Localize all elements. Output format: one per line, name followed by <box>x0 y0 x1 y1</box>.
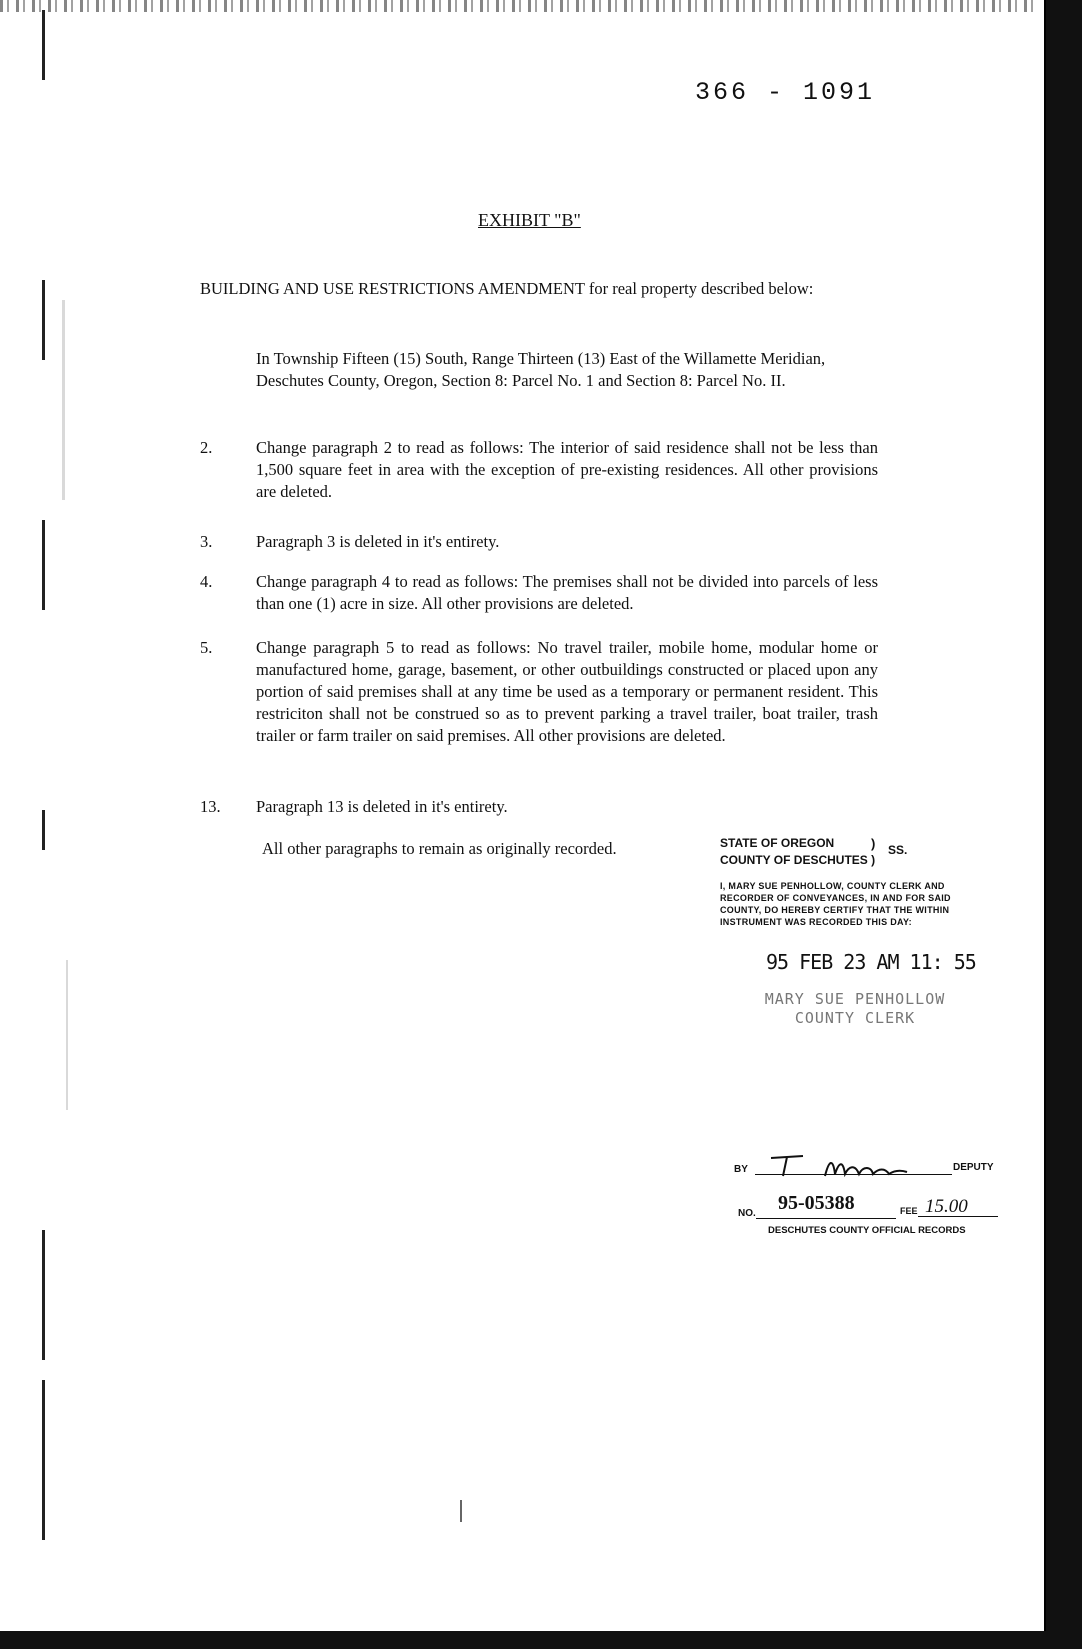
stamp-ss: SS. <box>888 843 908 857</box>
stamp-official-records: DESCHUTES COUNTY OFFICIAL RECORDS <box>768 1225 966 1236</box>
fee-value: 15.00 <box>925 1196 968 1217</box>
scan-mark-left <box>42 810 45 850</box>
deputy-signature <box>763 1152 953 1182</box>
paragraph-number: 13. <box>200 797 221 816</box>
record-number: 95-05388 <box>778 1192 855 1214</box>
intro-text: BUILDING AND USE RESTRICTIONS AMENDMENT for real property described below: <box>200 279 814 298</box>
stamp-deputy-label: DEPUTY <box>953 1162 994 1173</box>
scan-mark-left <box>42 520 45 610</box>
paragraph-text: Paragraph 3 is deleted in it's entirety. <box>256 532 500 551</box>
stamp-paren: ) <box>871 836 876 851</box>
scan-edge-bottom <box>0 1631 1046 1649</box>
scan-mark-left <box>42 1230 45 1360</box>
scan-edge-right <box>1046 0 1082 1649</box>
legal-description: In Township Fifteen (15) South, Range Thirteen (13) East of the Willamette Meridian, Deschutes County, Oregon, Section 8: Parcel No. 1 and Section 8: Parcel No. II. <box>256 349 826 390</box>
scan-mark-left <box>42 280 45 360</box>
stamp-clerk <box>760 990 950 1028</box>
paragraph-number: 3. <box>200 532 213 551</box>
paragraph-number: 2. <box>200 438 213 457</box>
paragraph-number: 5. <box>200 638 213 657</box>
paragraph-text: Change paragraph 2 to read as follows: The interior of said residence shall not be less than 1,500 square feet in area with the exception of pre-existing residences. All other provisions are deleted. <box>256 438 878 501</box>
scan-speck <box>66 960 68 1110</box>
clerk-name: MARY SUE PENHOLLOW <box>764 990 946 1008</box>
scan-speck <box>460 1500 462 1522</box>
scan-speck <box>62 300 65 500</box>
closing-text: All other paragraphs to remain as originally recorded. <box>262 839 617 858</box>
paragraph-number: 4. <box>200 572 213 591</box>
paragraph-5 <box>200 637 878 747</box>
paragraph-text: Change paragraph 5 to read as follows: No travel trailer, mobile home, modular home or manufactured home, garage, basement, or other outbuildings constructed or placed upon any portion of said premises shall at any time be used as a temporary or permanent resident. This restriciton shall not be construed so as to prevent parking a travel trailer, boat trailer, trash trailer or farm trailer on said premises. All other provisions are deleted. <box>256 638 878 745</box>
record-number-line <box>756 1218 896 1219</box>
paragraph-text: Paragraph 13 is deleted in it's entirety. <box>256 797 508 816</box>
stamp-fee-label: FEE <box>900 1206 918 1216</box>
book-page-number: 366 - 1091 <box>695 78 876 107</box>
stamp-no-label: NO. <box>738 1208 756 1219</box>
stamp-certification: I, MARY SUE PENHOLLOW, COUNTY CLERK AND RECORDER OF CONVEYANCES, IN AND FOR SAID COUNTY, DO HEREBY CERTIFY THAT THE WITHIN INSTRUMENT WAS RECORDED THIS DAY: <box>720 881 951 927</box>
stamp-county: COUNTY OF DESCHUTES ) <box>720 853 876 867</box>
paragraph-text: Change paragraph 4 to read as follows: The premises shall not be divided into parcels of less than one (1) acre in size. All other provisions are deleted. <box>256 572 878 613</box>
exhibit-title: EXHIBIT "B" <box>478 210 581 230</box>
paragraph-13 <box>200 796 878 818</box>
stamp-timestamp: 95 FEB 23 AM 11: 55 <box>766 950 976 974</box>
clerk-title: COUNTY CLERK <box>794 1009 916 1027</box>
paragraph-3 <box>200 531 878 553</box>
stamp-state: STATE OF OREGON <box>720 836 835 850</box>
stamp-by-label: BY <box>734 1164 748 1175</box>
scan-mark-left <box>42 1380 45 1540</box>
paragraph-4 <box>200 571 878 615</box>
scan-edge-right-border <box>1038 0 1046 1649</box>
paragraph-2 <box>200 437 878 503</box>
scan-edge-top <box>0 0 1082 12</box>
scan-mark-left <box>42 10 45 80</box>
